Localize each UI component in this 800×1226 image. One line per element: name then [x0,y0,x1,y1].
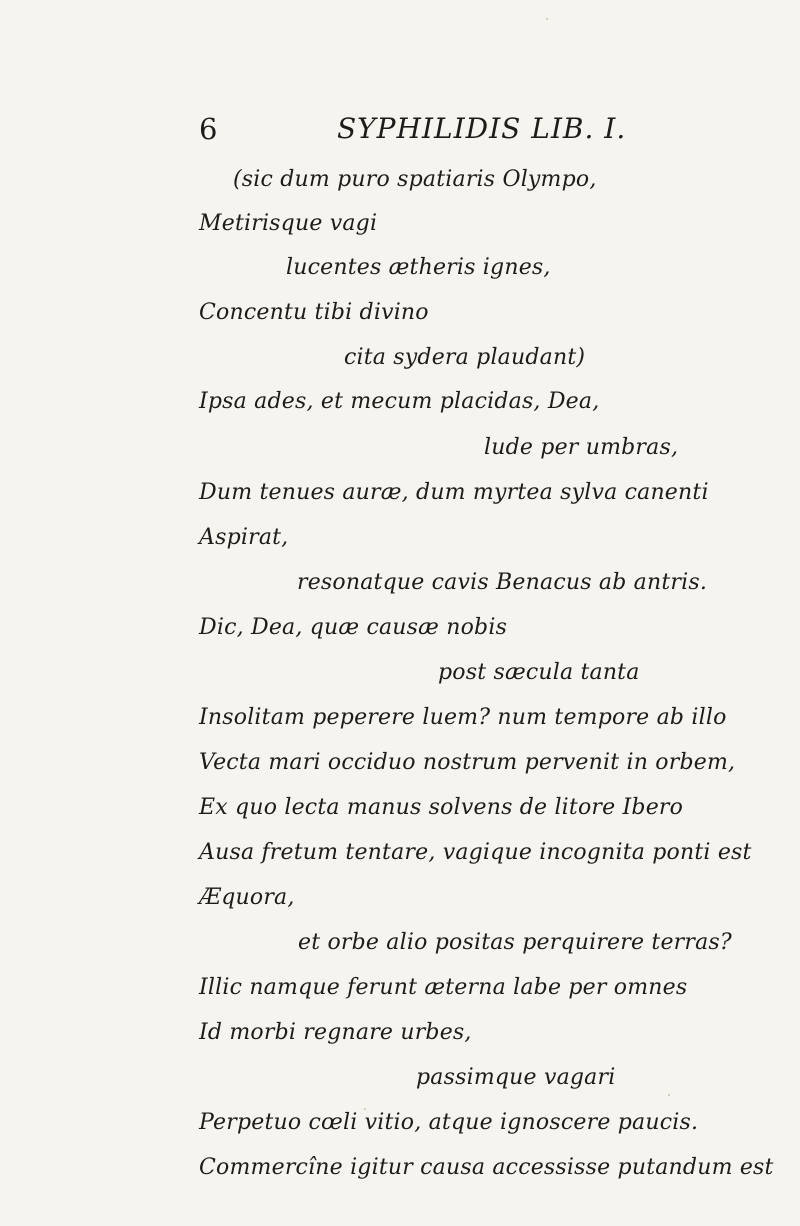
verse-line: Insolitam peperere luem? num tempore ab illo [199,705,727,730]
verse-line: lucentes ætheris ignes, [286,255,551,280]
verse-line: Vecta mari occiduo nostrum pervenit in orbem, [199,750,736,775]
verse-line: Perpetuo cœli vitio, atque ignoscere paucis. [199,1110,699,1135]
verse-line: Concentu tibi divino [199,300,429,325]
verse-line: (sic dum puro spatiaris Olympo, [233,167,597,192]
verse-line: Commercîne igitur causa accessisse putandum est [199,1155,774,1180]
running-title: SYPHILIDIS LIB. I. [337,112,627,145]
verse-line: Metirisque vagi [199,211,378,236]
verse-line: Aspirat, [199,525,289,550]
verse-line: et orbe alio positas perquirere terras? [298,930,732,955]
verse-line: Ausa fretum tentare, vagique incognita ponti est [199,840,752,865]
page-number: 6 [199,112,218,146]
verse-line: Ipsa ades, et mecum placidas, Dea, [199,389,600,414]
verse-line: Id morbi regnare urbes, [199,1020,472,1045]
verse-line: Æquora, [199,885,295,910]
paper-speck [668,1094,670,1096]
verse-line: passimque vagari [416,1065,616,1090]
verse-line: post sæcula tanta [438,660,640,685]
paper-speck [546,18,548,20]
verse-line: Ex quo lecta manus solvens de litore Ibero [199,795,684,820]
verse-line: Illic namque ferunt æterna labe per omnes [199,975,688,1000]
verse-line: resonatque cavis Benacus ab antris. [297,570,708,595]
paper-speck [364,1108,366,1110]
verse-line: lude per umbras, [484,435,679,460]
verse-line: cita sydera plaudant) [344,345,586,370]
verse-line: Dic, Dea, quæ causæ nobis [199,615,508,640]
verse-line: Dum tenues auræ, dum myrtea sylva canenti [199,480,709,505]
page-header [0,111,800,151]
